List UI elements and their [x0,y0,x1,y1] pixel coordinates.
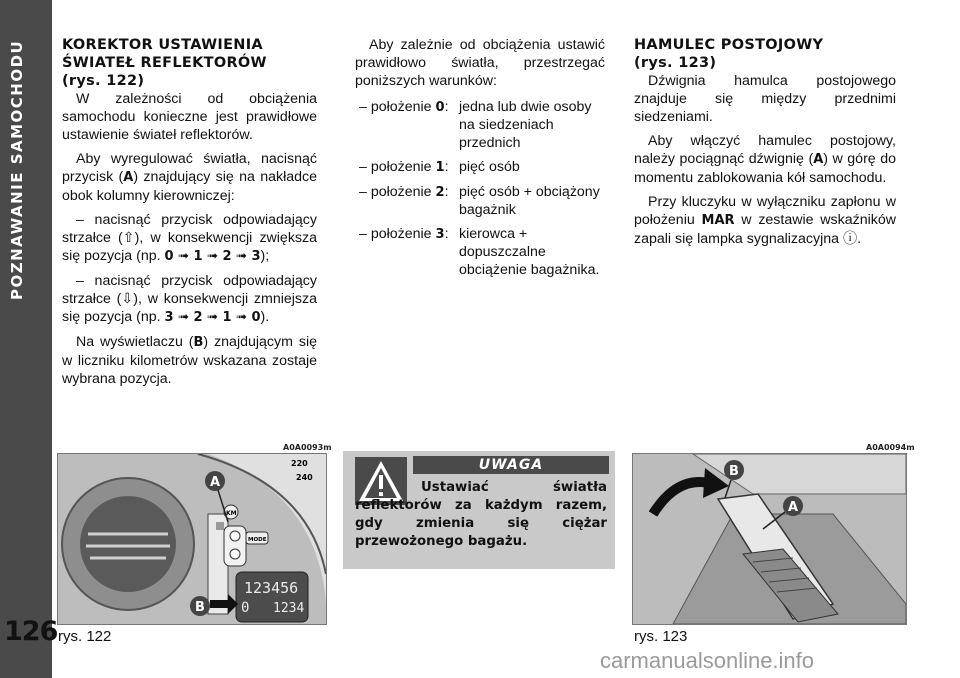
callout-b: B [195,600,205,615]
trip-display: 1234 [273,601,305,616]
figure-dashboard [57,453,327,625]
heading-parking-brake: HAMULEC POSTOJOWY (rys. 123) [634,37,824,71]
callout-a: A [788,500,799,515]
column-headlight-corrector [62,36,317,394]
corrector-position-display: 0 [241,600,250,616]
parking-brake-illustration [633,454,906,624]
heading-headlight-corrector: KOREKTOR USTAWIENIA ŚWIATEŁ REFLEKTORÓW (rys. 122) [62,37,267,89]
callout-b: B [729,464,739,479]
figure-caption: rys. 122 [58,628,112,645]
paragraph: Przy kluczyku w wyłączniku zapłonu w położeniu MAR w zestawie wskaźników zapali się lampka sygnalizacyjna ⓘ. [634,194,896,247]
warning-box [343,451,615,569]
column-load-positions [355,36,605,285]
paragraph: Na wyświetlaczu (B) znajdującym się w liczniku kilometrów wskazana zostaje wybrana pozycja. [62,334,317,387]
warning-title: UWAGA [413,456,609,474]
paragraph: Aby zależnie od obciążenia ustawić prawidłowo światła, przestrzegać poniższych warunków: [355,37,605,89]
page-number: 126 [4,616,58,647]
position-row: – położenie 1: pięć osób [359,159,520,175]
speed-220-label: 220 [291,459,308,468]
position-row: – położenie 2: pięć osób + obciążony bagażnik [359,184,600,218]
figure-code: A0A0093m [283,443,332,452]
speed-240-label: 240 [296,473,313,482]
section-title: POZNAWANIE SAMOCHODU [8,40,26,301]
km-button-label: KM [226,510,237,517]
paragraph: Dźwignia hamulca postojowego znajduje się między przednimi siedzeniami. [634,73,896,125]
section-sidebar [0,0,52,678]
paragraph: – nacisnąć przycisk odpowiadający strzałce (⇧), w konsekwencji zwiększa się pozycja (np. 0 ➟ 1 ➟ 2 ➟ 3); [62,212,317,264]
position-row: – położenie 3: kierowca + dopuszczalne obciążenie bagażnika. [359,226,600,278]
dashboard-illustration [58,454,326,624]
figure-code: A0A0094m [866,443,915,452]
odometer-display: 123456 [244,579,299,597]
watermark: carmanualsonline.info [600,648,815,673]
paragraph: W zależności od obciążenia samochodu konieczne jest prawidłowe ustawienie świateł reflektorów. [62,91,317,143]
mode-button-label: MODE [248,537,267,543]
figure-parking-brake [632,453,907,625]
callout-a: A [210,475,221,490]
column-parking-brake [634,36,896,254]
paragraph: – nacisnąć przycisk odpowiadający strzałce (⇩), w konsekwencji zmniejsza się pozycja (np. 3 ➟ 2 ➟ 1 ➟ 0). [62,273,317,325]
paragraph: Aby włączyć hamulec postojowy, należy pociągnąć dźwignię (A) w górę do momentu zablokowania kół samochodu. [634,133,896,186]
paragraph: Aby wyregulować światła, nacisnąć przycisk (A) znajdujący się na nakładce obok kolumny kierowniczej: [62,151,317,204]
position-row: – położenie 0: jedna lub dwie osoby na siedzeniach przednich [359,99,592,151]
figure-caption: rys. 123 [634,628,688,645]
warning-text: Ustawiać światła reflektorów za każdym razem, gdy zmienia się ciężar przewożonego bagażu. [355,480,607,549]
